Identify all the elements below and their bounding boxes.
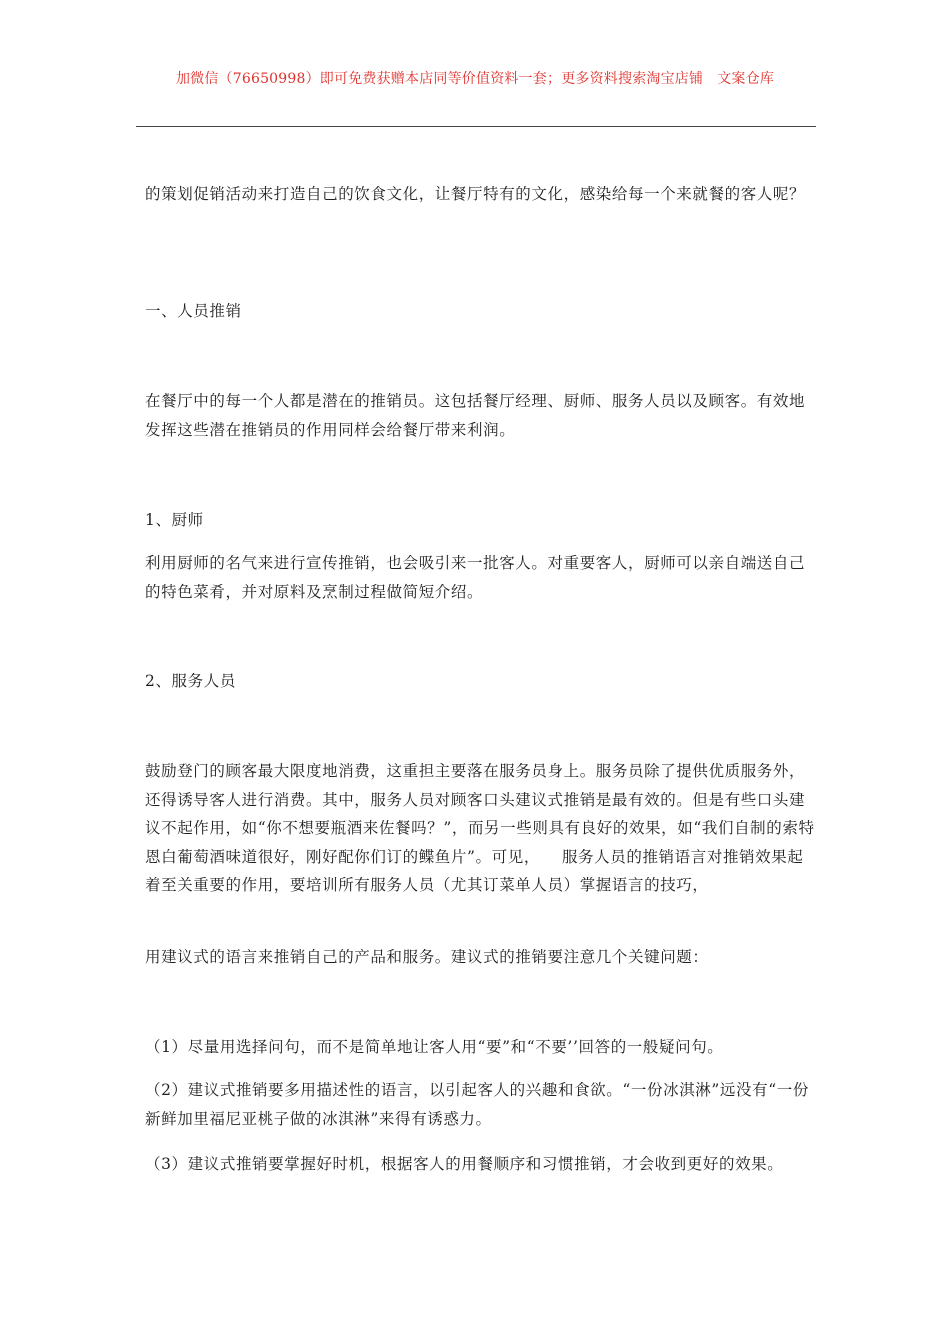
subheading-chef: 1、厨师 (145, 511, 204, 529)
section-heading-personnel: 一、人员推销 (145, 302, 242, 320)
shop-name: 文案仓库 (717, 71, 775, 87)
personnel-paragraph: 在餐厅中的每一个人都是潜在的推销员。这包括餐厅经理、厨师、服务人员以及顾客。有效地发挥这些潜在推销员的作用同样会给餐厅带来利润。 (145, 392, 806, 439)
chef-paragraph: 利用厨师的名气来进行宣传推销，也会吸引来一批客人。对重要客人，厨师可以亲自端送自己的特色菜肴，并对原料及烹制过程做简短介绍。 (145, 554, 806, 601)
point-2: （2）建议式推销要多用描述性的语言，以引起客人的兴趣和食欲。“一份冰淇淋”远没有“一份新鲜加里福尼亚桃子做的冰淇淋”来得有诱惑力。 (145, 1081, 809, 1128)
staff-paragraph (145, 757, 815, 900)
suggestion-paragraph: 用建议式的语言来推销自己的产品和服务。建议式的推销要注意几个关键问题： (145, 948, 709, 966)
header-divider (136, 126, 816, 127)
point-3: （3）建议式推销要掌握好时机，根据客人的用餐顺序和习惯推销，才会收到更好的效果。 (145, 1155, 784, 1173)
subheading-staff: 2、服务人员 (145, 672, 236, 690)
promo-text: 加微信（76650998）即可免费获赠本店同等价值资料一套；更多资料搜索淘宝店铺 (175, 71, 704, 87)
point-1: （1）尽量用选择问句，而不是简单地让客人用“要”和“不要’’回答的一般疑问句。 (145, 1038, 724, 1056)
promo-header (0, 68, 950, 88)
intro-paragraph: 的策划促销活动来打造自己的饮食文化，让餐厅特有的文化，感染给每一个来就餐的客人呢？ (145, 185, 806, 203)
staff-paragraph-part2: 服务人员的推销语言对推销效果起着至关重要的作用，要培训所有服务人员（尤其订菜单人员）掌握语言的技巧， (145, 847, 804, 895)
staff-paragraph-part1: 鼓励登门的顾客最大限度地消费，这重担主要落在服务员身上。服务员除了提供优质服务外，还得诱导客人进行消费。其中，服务人员对顾客口头建议式推销是最有效的。但是有些口头建议不起作用，如“你不想要瓶酒来佐餐吗？”，而另一些则具有良好的效果，如“我们自制的索特恩白葡萄酒味道很好，刚好配你们订的鲽鱼片”。可见， (145, 762, 815, 866)
